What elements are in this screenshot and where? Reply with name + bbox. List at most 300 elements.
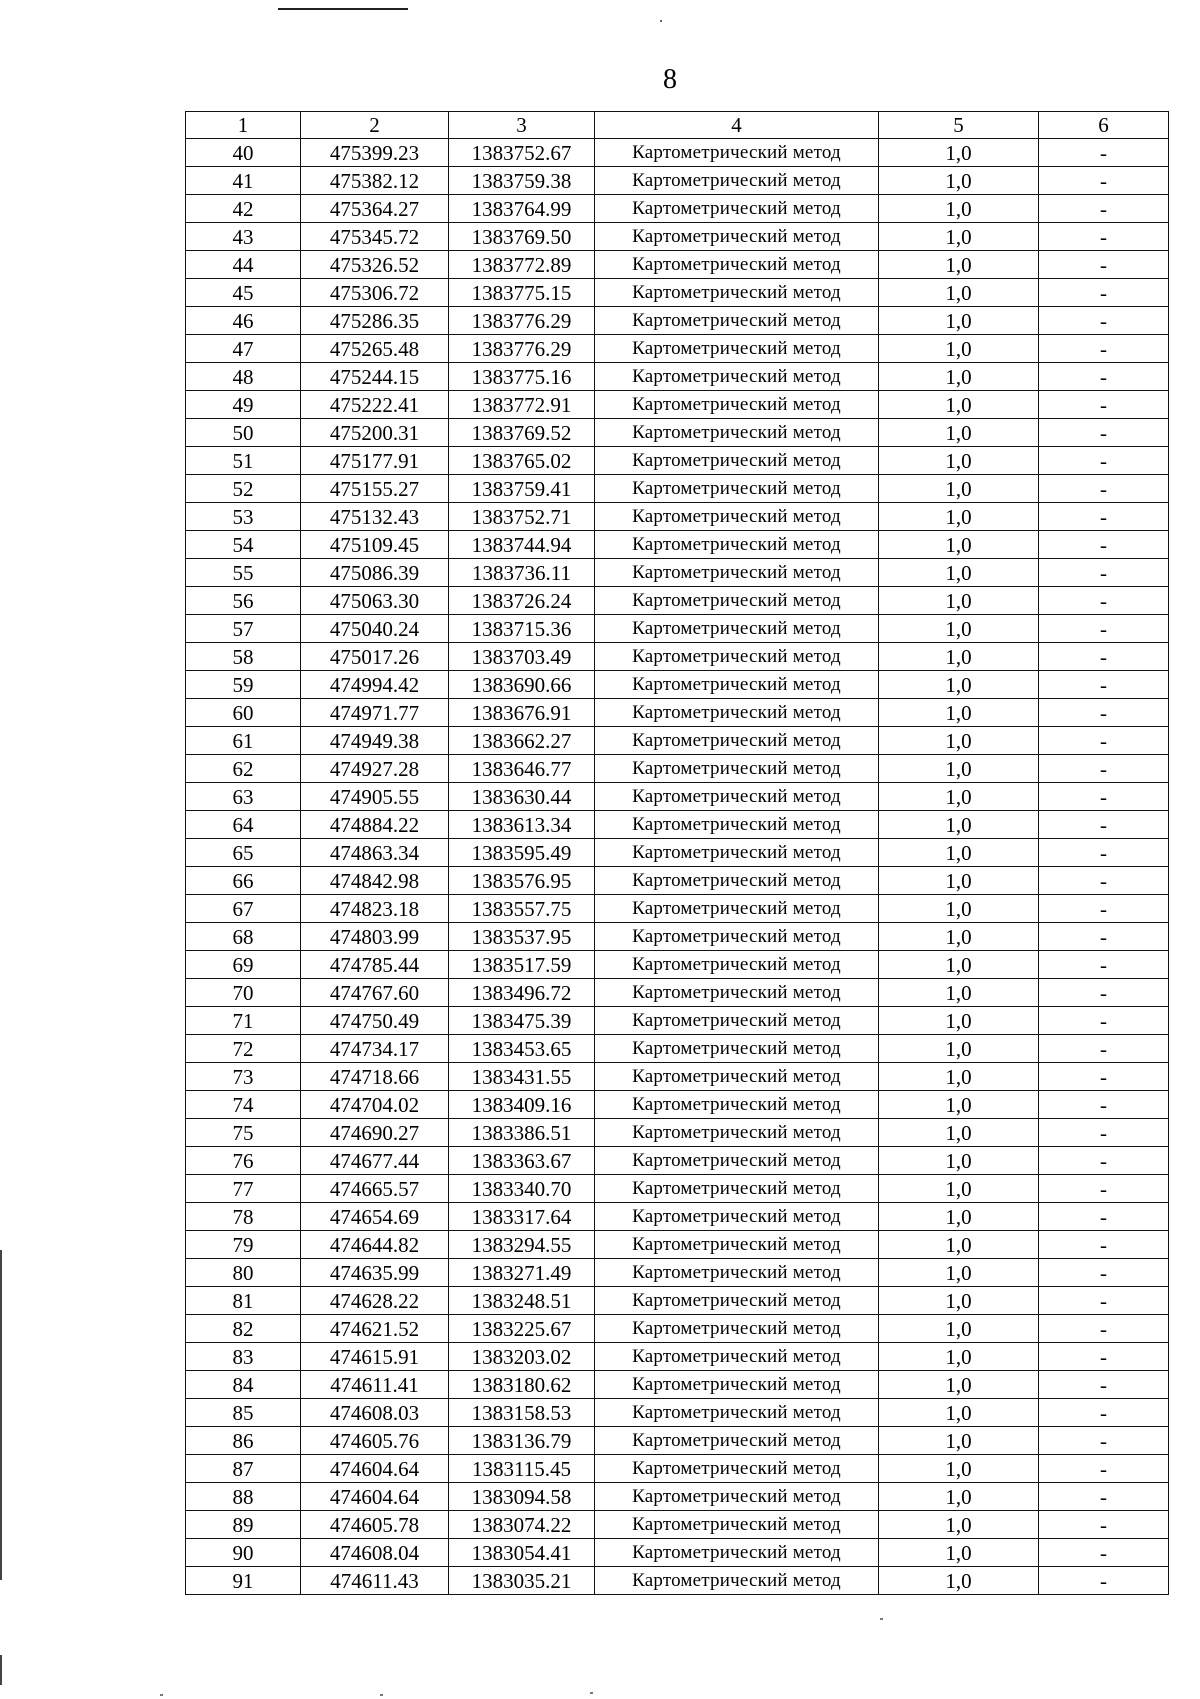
cell-method: Картометрический метод — [595, 307, 879, 335]
cell-coord-x: 475286.35 — [301, 307, 449, 335]
cell-coord-x: 475326.52 — [301, 251, 449, 279]
cell-method: Картометрический метод — [595, 643, 879, 671]
cell-accuracy: 1,0 — [879, 531, 1039, 559]
scan-speck — [660, 20, 662, 22]
cell-note: - — [1039, 1035, 1169, 1063]
cell-point-number: 46 — [186, 307, 301, 335]
cell-point-number: 82 — [186, 1315, 301, 1343]
cell-coord-x: 474884.22 — [301, 811, 449, 839]
cell-method: Картометрический метод — [595, 475, 879, 503]
cell-coord-y: 1383775.16 — [449, 363, 595, 391]
cell-accuracy: 1,0 — [879, 811, 1039, 839]
cell-coord-y: 1383775.15 — [449, 279, 595, 307]
cell-point-number: 68 — [186, 923, 301, 951]
cell-coord-y: 1383776.29 — [449, 335, 595, 363]
cell-point-number: 87 — [186, 1455, 301, 1483]
cell-accuracy: 1,0 — [879, 643, 1039, 671]
cell-accuracy: 1,0 — [879, 1259, 1039, 1287]
cell-note: - — [1039, 447, 1169, 475]
cell-coord-x: 474611.41 — [301, 1371, 449, 1399]
col-header-3: 3 — [449, 112, 595, 139]
cell-coord-y: 1383759.38 — [449, 167, 595, 195]
cell-accuracy: 1,0 — [879, 1427, 1039, 1455]
cell-method: Картометрический метод — [595, 1343, 879, 1371]
cell-method: Картометрический метод — [595, 1371, 879, 1399]
cell-accuracy: 1,0 — [879, 783, 1039, 811]
cell-note: - — [1039, 1315, 1169, 1343]
cell-point-number: 62 — [186, 755, 301, 783]
top-scan-rule — [278, 8, 408, 10]
cell-method: Картометрический метод — [595, 923, 879, 951]
cell-method: Картометрический метод — [595, 1511, 879, 1539]
cell-coord-y: 1383225.67 — [449, 1315, 595, 1343]
cell-accuracy: 1,0 — [879, 1539, 1039, 1567]
cell-coord-x: 475222.41 — [301, 391, 449, 419]
cell-note: - — [1039, 979, 1169, 1007]
table-row — [186, 1399, 1169, 1427]
cell-note: - — [1039, 615, 1169, 643]
cell-point-number: 49 — [186, 391, 301, 419]
table-row — [186, 559, 1169, 587]
cell-coord-y: 1383752.67 — [449, 139, 595, 167]
cell-coord-y: 1383035.21 — [449, 1567, 595, 1595]
cell-coord-y: 1383769.52 — [449, 419, 595, 447]
cell-note: - — [1039, 1063, 1169, 1091]
cell-coord-y: 1383715.36 — [449, 615, 595, 643]
cell-accuracy: 1,0 — [879, 335, 1039, 363]
cell-note: - — [1039, 1007, 1169, 1035]
cell-accuracy: 1,0 — [879, 1231, 1039, 1259]
cell-coord-y: 1383054.41 — [449, 1539, 595, 1567]
cell-coord-x: 474767.60 — [301, 979, 449, 1007]
cell-accuracy: 1,0 — [879, 279, 1039, 307]
scan-speck — [160, 1694, 163, 1696]
cell-method: Картометрический метод — [595, 1539, 879, 1567]
cell-coord-y: 1383386.51 — [449, 1119, 595, 1147]
cell-method: Картометрический метод — [595, 223, 879, 251]
cell-accuracy: 1,0 — [879, 1119, 1039, 1147]
table-row — [186, 531, 1169, 559]
left-margin-scan-mark — [0, 1655, 2, 1685]
cell-coord-y: 1383537.95 — [449, 923, 595, 951]
cell-coord-y: 1383431.55 — [449, 1063, 595, 1091]
cell-note: - — [1039, 1427, 1169, 1455]
table-row — [186, 811, 1169, 839]
cell-point-number: 42 — [186, 195, 301, 223]
cell-coord-x: 475382.12 — [301, 167, 449, 195]
cell-note: - — [1039, 783, 1169, 811]
cell-point-number: 83 — [186, 1343, 301, 1371]
table-row — [186, 391, 1169, 419]
cell-note: - — [1039, 895, 1169, 923]
cell-accuracy: 1,0 — [879, 1007, 1039, 1035]
cell-note: - — [1039, 1175, 1169, 1203]
table-row — [186, 979, 1169, 1007]
table-row — [186, 755, 1169, 783]
table-row — [186, 1091, 1169, 1119]
cell-coord-y: 1383340.70 — [449, 1175, 595, 1203]
table-row — [186, 643, 1169, 671]
table-row — [186, 447, 1169, 475]
table-row — [186, 1315, 1169, 1343]
cell-accuracy: 1,0 — [879, 1371, 1039, 1399]
table-row — [186, 503, 1169, 531]
cell-coord-x: 475345.72 — [301, 223, 449, 251]
cell-note: - — [1039, 839, 1169, 867]
cell-accuracy: 1,0 — [879, 1091, 1039, 1119]
cell-coord-x: 475177.91 — [301, 447, 449, 475]
table-row — [186, 587, 1169, 615]
cell-coord-y: 1383752.71 — [449, 503, 595, 531]
cell-note: - — [1039, 867, 1169, 895]
table-row — [186, 923, 1169, 951]
cell-accuracy: 1,0 — [879, 139, 1039, 167]
scan-speck — [590, 1692, 593, 1694]
cell-method: Картометрический метод — [595, 1231, 879, 1259]
cell-method: Картометрический метод — [595, 1315, 879, 1343]
table-row — [186, 699, 1169, 727]
table-row — [186, 251, 1169, 279]
cell-coord-x: 474718.66 — [301, 1063, 449, 1091]
cell-note: - — [1039, 755, 1169, 783]
cell-note: - — [1039, 251, 1169, 279]
cell-accuracy: 1,0 — [879, 979, 1039, 1007]
cell-coord-x: 475265.48 — [301, 335, 449, 363]
cell-note: - — [1039, 307, 1169, 335]
cell-coord-x: 474750.49 — [301, 1007, 449, 1035]
table-row — [186, 1567, 1169, 1595]
cell-coord-x: 475017.26 — [301, 643, 449, 671]
cell-point-number: 91 — [186, 1567, 301, 1595]
cell-coord-x: 474604.64 — [301, 1483, 449, 1511]
cell-method: Картометрический метод — [595, 895, 879, 923]
cell-point-number: 48 — [186, 363, 301, 391]
cell-note: - — [1039, 671, 1169, 699]
cell-accuracy: 1,0 — [879, 895, 1039, 923]
table-row — [186, 1035, 1169, 1063]
cell-coord-x: 474863.34 — [301, 839, 449, 867]
cell-note: - — [1039, 335, 1169, 363]
cell-coord-x: 475200.31 — [301, 419, 449, 447]
cell-method: Картометрический метод — [595, 1035, 879, 1063]
table-body — [186, 139, 1169, 1595]
cell-point-number: 75 — [186, 1119, 301, 1147]
cell-accuracy: 1,0 — [879, 447, 1039, 475]
cell-coord-y: 1383517.59 — [449, 951, 595, 979]
table-row — [186, 139, 1169, 167]
cell-point-number: 59 — [186, 671, 301, 699]
cell-coord-y: 1383595.49 — [449, 839, 595, 867]
cell-coord-y: 1383703.49 — [449, 643, 595, 671]
col-header-2: 2 — [301, 112, 449, 139]
left-margin-scan-mark — [0, 1250, 2, 1580]
table-row — [186, 1231, 1169, 1259]
cell-coord-y: 1383630.44 — [449, 783, 595, 811]
cell-note: - — [1039, 223, 1169, 251]
cell-coord-y: 1383736.11 — [449, 559, 595, 587]
cell-coord-y: 1383203.02 — [449, 1343, 595, 1371]
cell-method: Картометрический метод — [595, 783, 879, 811]
table-row — [186, 1259, 1169, 1287]
cell-accuracy: 1,0 — [879, 1175, 1039, 1203]
cell-coord-y: 1383180.62 — [449, 1371, 595, 1399]
cell-point-number: 70 — [186, 979, 301, 1007]
cell-accuracy: 1,0 — [879, 1147, 1039, 1175]
cell-method: Картометрический метод — [595, 335, 879, 363]
coordinates-table — [185, 111, 1169, 1595]
cell-note: - — [1039, 1483, 1169, 1511]
cell-method: Картометрический метод — [595, 587, 879, 615]
cell-coord-y: 1383662.27 — [449, 727, 595, 755]
cell-note: - — [1039, 1203, 1169, 1231]
cell-note: - — [1039, 391, 1169, 419]
cell-method: Картометрический метод — [595, 811, 879, 839]
cell-point-number: 64 — [186, 811, 301, 839]
cell-method: Картометрический метод — [595, 1203, 879, 1231]
cell-coord-y: 1383759.41 — [449, 475, 595, 503]
scan-speck — [380, 1694, 383, 1696]
cell-method: Картометрический метод — [595, 839, 879, 867]
cell-point-number: 81 — [186, 1287, 301, 1315]
cell-method: Картометрический метод — [595, 699, 879, 727]
cell-method: Картометрический метод — [595, 391, 879, 419]
cell-coord-y: 1383363.67 — [449, 1147, 595, 1175]
cell-note: - — [1039, 1287, 1169, 1315]
table-row — [186, 1483, 1169, 1511]
table-row — [186, 475, 1169, 503]
cell-note: - — [1039, 1231, 1169, 1259]
cell-coord-y: 1383676.91 — [449, 699, 595, 727]
table-row — [186, 1539, 1169, 1567]
cell-note: - — [1039, 503, 1169, 531]
cell-point-number: 74 — [186, 1091, 301, 1119]
cell-coord-x: 475155.27 — [301, 475, 449, 503]
cell-method: Картометрический метод — [595, 1147, 879, 1175]
cell-point-number: 44 — [186, 251, 301, 279]
cell-note: - — [1039, 1371, 1169, 1399]
table-row — [186, 951, 1169, 979]
cell-note: - — [1039, 1091, 1169, 1119]
cell-note: - — [1039, 279, 1169, 307]
cell-accuracy: 1,0 — [879, 391, 1039, 419]
cell-note: - — [1039, 587, 1169, 615]
cell-point-number: 85 — [186, 1399, 301, 1427]
cell-note: - — [1039, 1259, 1169, 1287]
cell-coord-x: 474604.64 — [301, 1455, 449, 1483]
cell-point-number: 65 — [186, 839, 301, 867]
cell-coord-x: 475132.43 — [301, 503, 449, 531]
cell-method: Картометрический метод — [595, 1427, 879, 1455]
cell-accuracy: 1,0 — [879, 587, 1039, 615]
cell-method: Картометрический метод — [595, 251, 879, 279]
cell-method: Картометрический метод — [595, 951, 879, 979]
cell-accuracy: 1,0 — [879, 671, 1039, 699]
cell-method: Картометрический метод — [595, 447, 879, 475]
cell-coord-y: 1383094.58 — [449, 1483, 595, 1511]
table-row — [186, 895, 1169, 923]
cell-coord-y: 1383248.51 — [449, 1287, 595, 1315]
cell-method: Картометрический метод — [595, 1259, 879, 1287]
cell-coord-y: 1383409.16 — [449, 1091, 595, 1119]
cell-coord-x: 475109.45 — [301, 531, 449, 559]
cell-point-number: 58 — [186, 643, 301, 671]
cell-method: Картометрический метод — [595, 867, 879, 895]
table-row — [186, 223, 1169, 251]
cell-point-number: 86 — [186, 1427, 301, 1455]
cell-note: - — [1039, 727, 1169, 755]
cell-coord-x: 474654.69 — [301, 1203, 449, 1231]
table-row — [186, 1175, 1169, 1203]
cell-coord-x: 475063.30 — [301, 587, 449, 615]
table-row — [186, 783, 1169, 811]
cell-note: - — [1039, 475, 1169, 503]
cell-note: - — [1039, 1455, 1169, 1483]
cell-coord-x: 474611.43 — [301, 1567, 449, 1595]
cell-point-number: 52 — [186, 475, 301, 503]
cell-coord-y: 1383690.66 — [449, 671, 595, 699]
cell-coord-x: 474615.91 — [301, 1343, 449, 1371]
cell-note: - — [1039, 1343, 1169, 1371]
cell-coord-x: 474803.99 — [301, 923, 449, 951]
cell-point-number: 69 — [186, 951, 301, 979]
cell-accuracy: 1,0 — [879, 1511, 1039, 1539]
cell-accuracy: 1,0 — [879, 1035, 1039, 1063]
cell-method: Картометрический метод — [595, 503, 879, 531]
table-row — [186, 279, 1169, 307]
cell-point-number: 76 — [186, 1147, 301, 1175]
cell-coord-x: 474635.99 — [301, 1259, 449, 1287]
col-header-5: 5 — [879, 112, 1039, 139]
cell-method: Картометрический метод — [595, 363, 879, 391]
cell-accuracy: 1,0 — [879, 559, 1039, 587]
table-row — [186, 1007, 1169, 1035]
cell-coord-y: 1383496.72 — [449, 979, 595, 1007]
cell-coord-x: 474971.77 — [301, 699, 449, 727]
table-row — [186, 867, 1169, 895]
cell-coord-x: 475244.15 — [301, 363, 449, 391]
cell-note: - — [1039, 1147, 1169, 1175]
table-row — [186, 1511, 1169, 1539]
cell-note: - — [1039, 1399, 1169, 1427]
table-row — [186, 1371, 1169, 1399]
cell-note: - — [1039, 531, 1169, 559]
cell-method: Картометрический метод — [595, 1063, 879, 1091]
cell-method: Картометрический метод — [595, 1007, 879, 1035]
cell-coord-y: 1383764.99 — [449, 195, 595, 223]
cell-coord-x: 474690.27 — [301, 1119, 449, 1147]
cell-method: Картометрический метод — [595, 531, 879, 559]
table-row — [186, 307, 1169, 335]
cell-point-number: 45 — [186, 279, 301, 307]
cell-accuracy: 1,0 — [879, 167, 1039, 195]
cell-coord-x: 475086.39 — [301, 559, 449, 587]
cell-note: - — [1039, 811, 1169, 839]
cell-coord-y: 1383744.94 — [449, 531, 595, 559]
cell-coord-y: 1383613.34 — [449, 811, 595, 839]
cell-accuracy: 1,0 — [879, 867, 1039, 895]
cell-point-number: 55 — [186, 559, 301, 587]
cell-accuracy: 1,0 — [879, 1343, 1039, 1371]
table-row — [186, 335, 1169, 363]
cell-coord-y: 1383158.53 — [449, 1399, 595, 1427]
table-row — [186, 1287, 1169, 1315]
cell-coord-y: 1383646.77 — [449, 755, 595, 783]
cell-coord-x: 474785.44 — [301, 951, 449, 979]
cell-point-number: 72 — [186, 1035, 301, 1063]
table-row — [186, 1343, 1169, 1371]
cell-note: - — [1039, 195, 1169, 223]
cell-point-number: 88 — [186, 1483, 301, 1511]
cell-coord-x: 474842.98 — [301, 867, 449, 895]
col-header-6: 6 — [1039, 112, 1169, 139]
cell-coord-y: 1383557.75 — [449, 895, 595, 923]
cell-point-number: 57 — [186, 615, 301, 643]
cell-coord-x: 474823.18 — [301, 895, 449, 923]
cell-coord-x: 474608.04 — [301, 1539, 449, 1567]
cell-point-number: 43 — [186, 223, 301, 251]
cell-point-number: 79 — [186, 1231, 301, 1259]
cell-coord-x: 474927.28 — [301, 755, 449, 783]
table-row — [186, 1427, 1169, 1455]
cell-accuracy: 1,0 — [879, 251, 1039, 279]
cell-note: - — [1039, 923, 1169, 951]
cell-point-number: 67 — [186, 895, 301, 923]
cell-point-number: 40 — [186, 139, 301, 167]
cell-coord-y: 1383475.39 — [449, 1007, 595, 1035]
table-row — [186, 839, 1169, 867]
cell-accuracy: 1,0 — [879, 363, 1039, 391]
cell-accuracy: 1,0 — [879, 1567, 1039, 1595]
cell-coord-y: 1383317.64 — [449, 1203, 595, 1231]
cell-accuracy: 1,0 — [879, 1455, 1039, 1483]
cell-point-number: 47 — [186, 335, 301, 363]
cell-point-number: 80 — [186, 1259, 301, 1287]
cell-accuracy: 1,0 — [879, 839, 1039, 867]
cell-accuracy: 1,0 — [879, 755, 1039, 783]
cell-point-number: 56 — [186, 587, 301, 615]
cell-accuracy: 1,0 — [879, 1399, 1039, 1427]
cell-accuracy: 1,0 — [879, 615, 1039, 643]
cell-coord-x: 474665.57 — [301, 1175, 449, 1203]
cell-coord-x: 474644.82 — [301, 1231, 449, 1259]
cell-note: - — [1039, 419, 1169, 447]
cell-coord-x: 474605.78 — [301, 1511, 449, 1539]
page-number: 8 — [663, 64, 677, 95]
cell-coord-x: 474608.03 — [301, 1399, 449, 1427]
cell-accuracy: 1,0 — [879, 923, 1039, 951]
cell-coord-y: 1383765.02 — [449, 447, 595, 475]
cell-note: - — [1039, 1567, 1169, 1595]
cell-point-number: 73 — [186, 1063, 301, 1091]
cell-coord-y: 1383115.45 — [449, 1455, 595, 1483]
cell-note: - — [1039, 559, 1169, 587]
cell-point-number: 51 — [186, 447, 301, 475]
cell-coord-x: 474621.52 — [301, 1315, 449, 1343]
col-header-4: 4 — [595, 112, 879, 139]
cell-accuracy: 1,0 — [879, 503, 1039, 531]
cell-coord-y: 1383776.29 — [449, 307, 595, 335]
cell-note: - — [1039, 1511, 1169, 1539]
table-row — [186, 727, 1169, 755]
cell-note: - — [1039, 1539, 1169, 1567]
cell-note: - — [1039, 363, 1169, 391]
cell-point-number: 78 — [186, 1203, 301, 1231]
cell-coord-y: 1383136.79 — [449, 1427, 595, 1455]
table-row — [186, 1455, 1169, 1483]
cell-point-number: 61 — [186, 727, 301, 755]
cell-accuracy: 1,0 — [879, 1483, 1039, 1511]
cell-point-number: 90 — [186, 1539, 301, 1567]
